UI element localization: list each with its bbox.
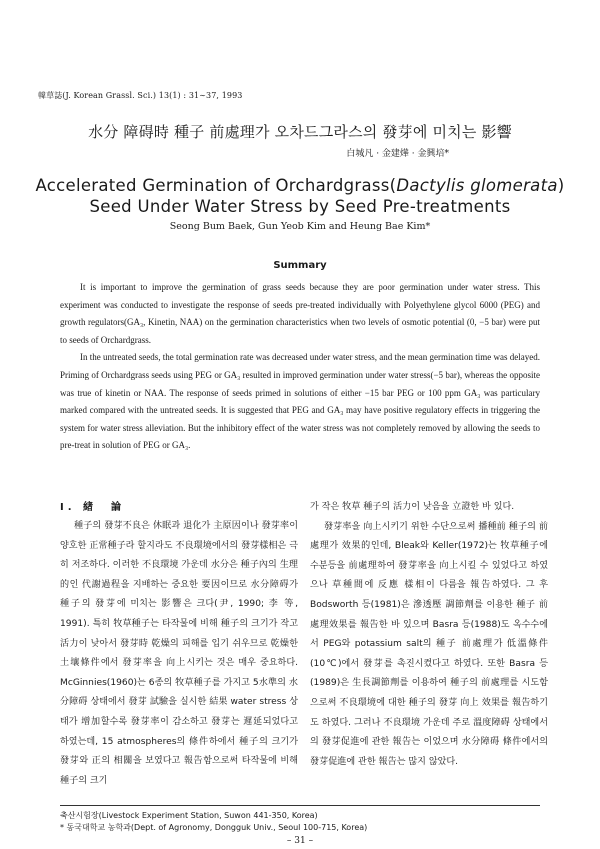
english-title xyxy=(0,175,600,217)
english-title-prefix: Accelerated Germination of Orchardgrass( xyxy=(35,176,397,195)
abstract-paragraph-2: In the untreated seeds, the total germination rate was decreased under water stress, and the mean germination time was delayed. Priming of Orchardgrass seeds using PEG or GA₃ resulted in improved germination under water stress(−5 bar), whereas the opposite was true of kinetin or NAA. The response of seeds primed in solutions of either −15 bar PEG or 100 ppm GA₃ was particulary marked compared with the untreated seeds. It is suggested that PEG and GA₃ may have positive regulatory effects in triggering the system for water stress alleviation. But the inhibitory effect of the water stress was not completely removed by allowing the seeds to pre-treat in solution of PEG or GA₃. xyxy=(60,352,540,451)
english-title-suffix: ) xyxy=(557,176,565,195)
korean-title: 水分 障碍時 種子 前處理가 오차드그라스의 發芽에 미치는 影響 xyxy=(88,123,512,141)
intro-paragraph-1-continued: 가 작은 牧草 種子의 活力이 낮음을 立證한 바 있다. xyxy=(310,502,515,512)
intro-paragraph-2: 發芽率을 向上시키기 위한 수단으로써 播種前 種子의 前處理가 效果的인데, Bleak와 Keller(1972)는 牧草種子에 수분등을 前處理하여 發芽率을 向上시킬 수 있었다고 하였으나 草種間에 反應 樣相이 다름을 報告하였다. 그 후 Bodsworth 등(1981)은 滲透壓 調節劑를 이용한 種子 前處理效果를 報告한 바 있으며 Basra 등(1988)도 옥수수에서 PEG와 potassium salt의 種子 前處理가 低溫條件(10℃)에서 發芽를 촉진시켰다고 하였다. 또한 Basra 등(1989)은 生長調節劑를 이용하여 種子의 前處理를 시도함으로써 不良環境에 대한 種子의 發芽 向上 效果를 報告하기도 하였다. 그러나 不良環境 가운데 주로 溫度障碍 상태에서의 發芽促進에 관한 報告는 이었으며 水分障碍 條件에서의 發芽促進에 관한 報告는 많지 않았다. xyxy=(310,521,548,767)
section-heading-introduction: Ⅰ. 緖 論 xyxy=(60,502,126,513)
abstract xyxy=(60,279,540,455)
journal-citation: 韓草誌(J. Korean Grassl. Sci.) 13(1) : 31∼37, 1993 xyxy=(38,91,243,100)
english-title-line2: Seed Under Water Stress by Seed Pre-treatments xyxy=(89,197,511,216)
intro-paragraph-1: 種子의 發芽不良은 休眠과 退化가 主原因이나 發芽率이 양호한 正常種子라 할지라도 不良環境에서의 發芽樣相은 극히 저조하다. 이러한 不良環境 가운데 水分은 種子內의 生理的인 代謝過程을 지배하는 중요한 要因이므로 水分障碍가 種子의 發芽에 미치는 影響은 크다(尹, 1990; 李 等, 1991). 특히 牧草種子는 타작물에 비해 種子의 크기가 작고 活力이 낮아서 發芽時 乾燥의 피해를 입기 쉬우므로 乾燥한 土壤條件에서 發芽率을 向上시키는 것은 매우 중요하다. McGinnies(1960)는 6종의 牧草種子를 가지고 5水準의 水分障碍 상태에서 發芽 試驗을 실시한 結果 water stress 상태가 增加할수록 發芽率이 감소하고 發芽는 遲延되었다고 하였는데, 15 atmospheres의 條件하에서 種子의 크기가 發芽와 正의 相關을 보였다고 報告함으로써 타작물에 비해 種子의 크기 xyxy=(60,521,298,786)
page-number: – 31 – xyxy=(286,836,314,846)
korean-authors: 白城凡 · 金建燁 · 金興培* xyxy=(346,149,449,159)
english-authors: Seong Bum Baek, Gun Yeob Kim and Heung Bae Kim* xyxy=(169,221,431,232)
english-title-line1 xyxy=(0,175,600,196)
right-column xyxy=(310,498,548,772)
summary-heading: Summary xyxy=(273,260,327,271)
species-name: Dactylis glomerata xyxy=(396,176,558,195)
footnote-affiliation-1: 축산시험장(Livestock Experiment Station, Suwon 441-350, Korea) xyxy=(60,811,318,820)
footnote-affiliation-2: * 동국대학교 농학과(Dept. of Agronomy, Dongguk Univ., Seoul 100-715, Korea) xyxy=(60,823,368,832)
abstract-paragraph-1: It is important to improve the germination of grass seeds because they are poor germination under water stress. This experiment was conducted to investigate the response of seeds pre-treated individually with Polyethylene glycol 6000 (PEG) and growth regulators(GA₃, Kinetin, NAA) on the germination characteristics when two levels of osmotic potential (0, −5 bar) were put to seeds of Orchardgrass. xyxy=(60,282,540,345)
footnote-divider xyxy=(60,805,540,806)
left-column xyxy=(60,498,298,791)
